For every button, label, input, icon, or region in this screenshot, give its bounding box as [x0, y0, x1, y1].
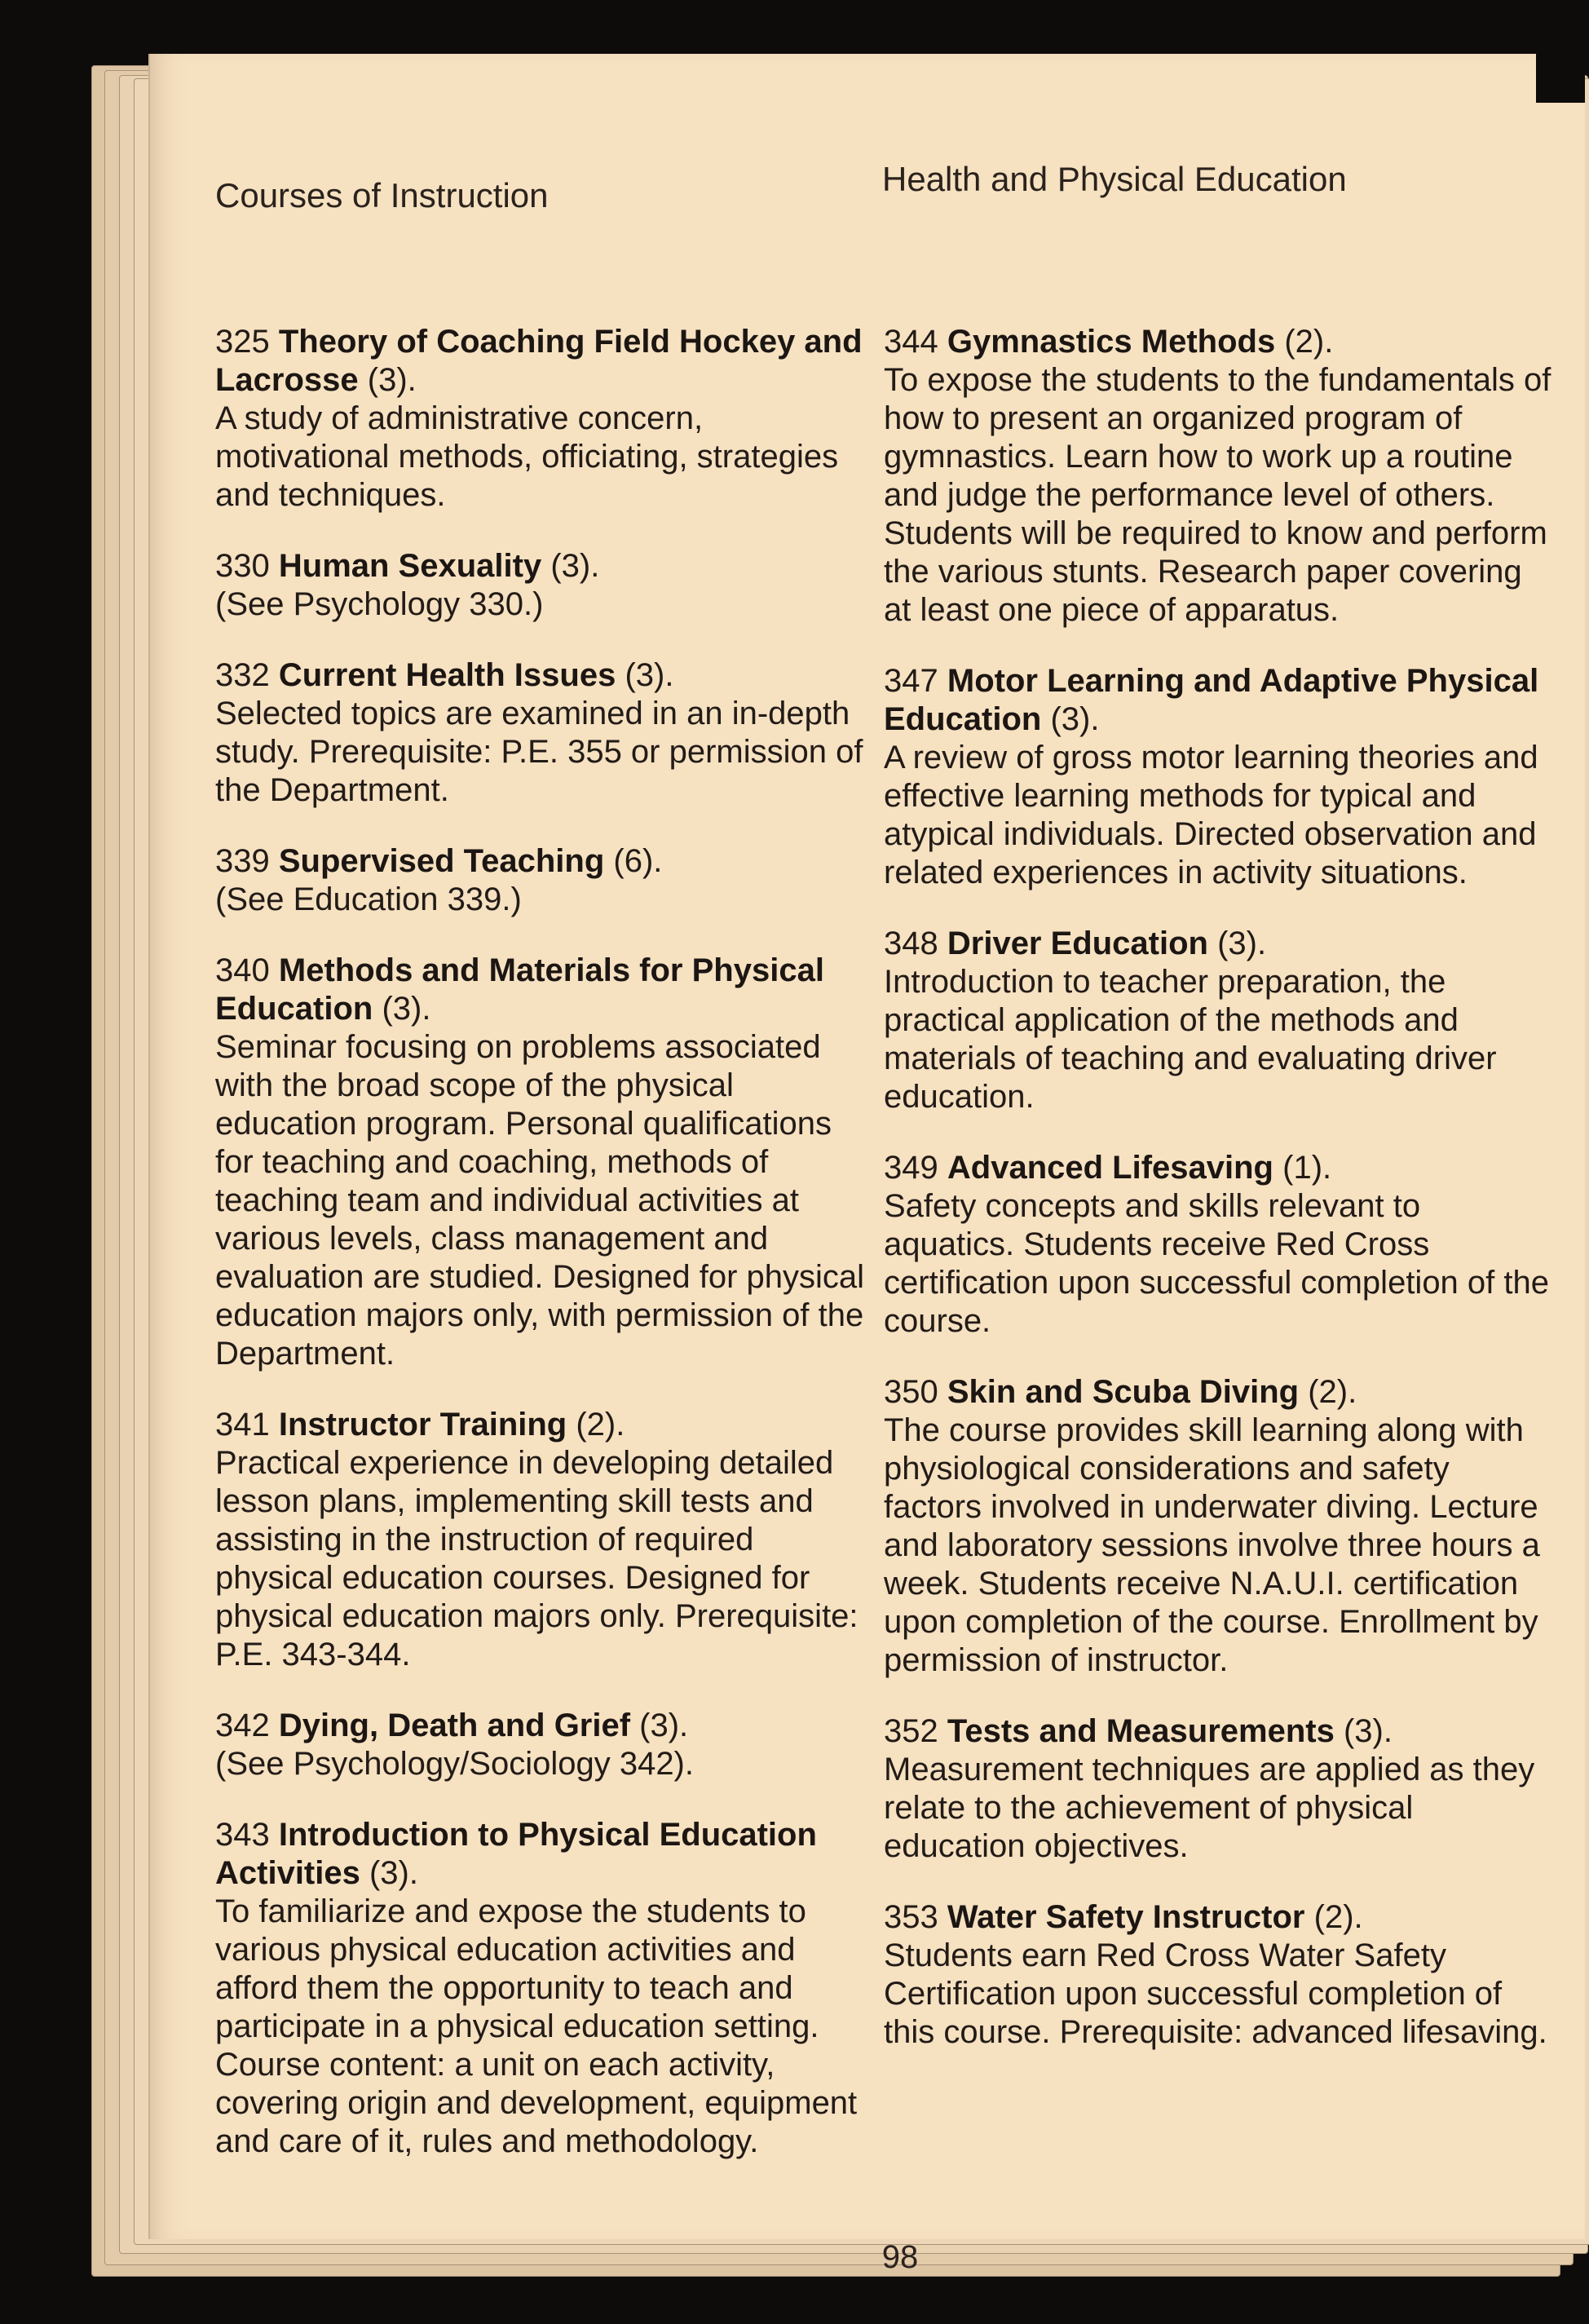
course-title: Theory of Coaching Field Hockey and Lacrosse — [215, 324, 863, 398]
running-header-right: Health and Physical Education — [882, 160, 1347, 198]
course-number: 342 — [215, 1708, 270, 1743]
course-title: Methods and Materials for Physical Education — [215, 952, 824, 1027]
course-credits: (3). — [1217, 926, 1267, 961]
course-title: Driver Education — [947, 926, 1208, 961]
course-title: Tests and Measurements — [947, 1713, 1335, 1749]
course-heading — [884, 1149, 1552, 1187]
course-entry — [215, 656, 867, 810]
course-credits: (1). — [1282, 1150, 1332, 1186]
course-credits: (2). — [1308, 1374, 1357, 1410]
course-description: Practical experience in developing detailed lesson plans, implementing skill tests and assisting in the instruction of required physical education courses. Designed for physical education majors only. Prerequisite: P.E. 343-344. — [215, 1445, 859, 1672]
course-heading — [215, 842, 867, 881]
course-entry — [215, 952, 867, 1373]
course-number: 330 — [215, 548, 270, 584]
course-credits: (2). — [576, 1407, 625, 1443]
course-title: Water Safety Instructor — [947, 1899, 1305, 1935]
course-entry — [215, 547, 867, 624]
course-heading — [884, 1898, 1552, 1937]
course-title: Advanced Lifesaving — [947, 1150, 1273, 1186]
course-credits: (2). — [1313, 1899, 1363, 1935]
course-title: Dying, Death and Grief — [278, 1708, 631, 1743]
course-heading — [215, 547, 867, 585]
course-number: 339 — [215, 843, 270, 879]
course-entry — [884, 925, 1552, 1116]
course-credits: (3). — [550, 548, 600, 584]
course-number: 344 — [884, 324, 938, 360]
course-credits: (2). — [1284, 324, 1334, 360]
course-entry — [215, 1406, 867, 1674]
course-title: Skin and Scuba Diving — [947, 1374, 1300, 1410]
course-heading — [884, 662, 1552, 739]
course-description: To expose the students to the fundamentals of how to present an organized program of gymnastics. Learn how to work up a routine and judge the performance level of others. Students will be required to know and perform the various stunts. Research paper covering at least one piece of apparatus. — [884, 362, 1551, 628]
course-entry — [215, 842, 867, 919]
course-title: Introduction to Physical Education Activities — [215, 1817, 817, 1891]
course-heading — [215, 656, 867, 695]
course-description: Seminar focusing on problems associated with the broad scope of the physical education program. Personal qualifications for teaching and coaching, methods of teaching team and individual activities at various levels, class management and evaluation are studied. Designed for physical education majors only, with permission of the Department. — [215, 1029, 865, 1372]
course-description: To familiarize and expose the students to various physical education activities and afford them the opportunity to teach and participate in a physical education setting. Course content: a unit on each activity, covering origin and development, equipment and care of it, rules and methodology. — [215, 1893, 858, 2159]
course-description: The course provides skill learning along with physiological considerations and safety factors involved in underwater diving. Lecture and laboratory sessions involve three hours a week. Students receive N.A.U.I. certification upon completion of the course. Enrollment by permission of instructor. — [884, 1412, 1540, 1678]
course-number: 325 — [215, 324, 270, 360]
course-number: 350 — [884, 1374, 938, 1410]
course-entry — [884, 1712, 1552, 1866]
course-heading — [884, 925, 1552, 963]
course-description: Students earn Red Cross Water Safety Certification upon successful completion of this course. Prerequisite: advanced lifesaving. — [884, 1937, 1547, 2050]
course-credits: (3). — [639, 1708, 689, 1743]
course-number: 343 — [215, 1817, 270, 1853]
course-description: A study of administrative concern, motivational methods, officiating, strategies and techniques. — [215, 400, 839, 513]
course-title: Instructor Training — [278, 1407, 567, 1443]
course-heading — [215, 323, 867, 400]
course-entry — [215, 323, 867, 515]
course-credits: (3). — [382, 991, 431, 1027]
page-corner — [1536, 54, 1585, 103]
course-heading — [215, 1406, 867, 1444]
course-entry — [884, 662, 1552, 892]
right-column — [884, 323, 1552, 2084]
course-title: Gymnastics Methods — [947, 324, 1276, 360]
course-credits: (6). — [613, 843, 663, 879]
course-number: 352 — [884, 1713, 938, 1749]
course-description: Introduction to teacher preparation, the practical application of the methods and materials of teaching and evaluating driver education. — [884, 964, 1497, 1115]
course-entry — [884, 323, 1552, 630]
course-heading — [884, 323, 1552, 361]
page-number: 98 — [881, 2239, 919, 2275]
course-number: 349 — [884, 1150, 938, 1186]
course-description: Safety concepts and skills relevant to aquatics. Students receive Red Cross certification upon successful completion of the course. — [884, 1188, 1549, 1339]
course-credits: (3). — [369, 1855, 418, 1891]
course-description: Measurement techniques are applied as they relate to the achievement of physical education objectives. — [884, 1752, 1535, 1864]
course-number: 348 — [884, 926, 938, 961]
course-heading — [884, 1712, 1552, 1751]
course-description: Selected topics are examined in an in-depth study. Prerequisite: P.E. 355 or permission of the Department. — [215, 696, 863, 808]
course-credits: (3). — [367, 362, 417, 398]
course-title: Supervised Teaching — [278, 843, 605, 879]
course-entry — [215, 1816, 867, 2161]
course-number: 332 — [215, 657, 270, 693]
course-entry — [215, 1707, 867, 1783]
course-heading — [884, 1373, 1552, 1412]
left-column — [215, 323, 867, 2194]
course-entry — [884, 1149, 1552, 1341]
course-credits: (3). — [1343, 1713, 1393, 1749]
course-description: A review of gross motor learning theories and effective learning methods for typical and atypical individuals. Directed observation and related experiences in activity situations. — [884, 740, 1538, 890]
course-number: 340 — [215, 952, 270, 988]
course-number: 353 — [884, 1899, 938, 1935]
course-title: Motor Learning and Adaptive Physical Education — [884, 663, 1539, 737]
course-entry — [884, 1898, 1552, 2052]
course-description: (See Psychology 330.) — [215, 586, 544, 622]
course-heading — [215, 952, 867, 1028]
course-description: (See Education 339.) — [215, 881, 522, 917]
course-number: 341 — [215, 1407, 270, 1443]
course-credits: (3). — [1050, 701, 1100, 737]
course-title: Current Health Issues — [278, 657, 616, 693]
course-heading — [215, 1707, 867, 1745]
course-heading — [215, 1816, 867, 1893]
course-credits: (3). — [625, 657, 674, 693]
course-entry — [884, 1373, 1552, 1680]
course-number: 347 — [884, 663, 938, 699]
course-description: (See Psychology/Sociology 342). — [215, 1746, 694, 1782]
running-header-left: Courses of Instruction — [215, 176, 549, 214]
catalog-page — [148, 54, 1585, 2275]
course-title: Human Sexuality — [278, 548, 542, 584]
